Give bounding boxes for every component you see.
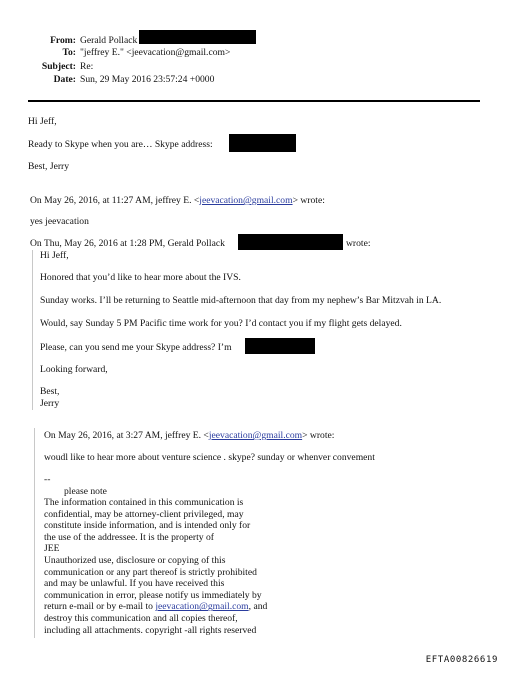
quote3-intro-pre: On May 26, 2016, at 3:27 AM, jeffrey E. <	[44, 430, 209, 441]
disclaimer-line: Unauthorized use, disclosure or copying of this	[44, 554, 226, 566]
quote3-email-link[interactable]: jeevacation@gmail.com	[208, 430, 303, 441]
disclaimer-dashes: --	[44, 474, 51, 485]
quote1-email-link[interactable]: jeevacation@gmail.com	[199, 195, 293, 206]
disclaimer-line: constitute inside information, and is intended only for	[44, 520, 251, 532]
disclaimer-email-pre: return e-mail or by e-mail to	[44, 601, 156, 613]
disclaimer-line: JEE	[44, 543, 60, 555]
quote2-intro-post: wrote:	[346, 238, 371, 249]
quote2-intro-pre: On Thu, May 26, 2016 at 1:28 PM, Gerald Pollack	[30, 238, 225, 249]
from-label: From:	[50, 35, 76, 46]
quote3-intro-post: > wrote:	[302, 430, 335, 441]
redaction-quote2-sender	[238, 234, 343, 250]
disclaimer-line: the use of the addressee. It is the property of	[44, 531, 214, 543]
quote2-p5: Looking forward,	[40, 364, 108, 375]
disclaimer-line: confidential, may be attorney-client privileged, may	[44, 508, 244, 520]
signoff: Best, Jerry	[28, 161, 70, 172]
disclaimer-email-line	[44, 601, 344, 613]
quote3-text: woudl like to hear more about venture science . skype? sunday or whenver convement	[44, 452, 375, 463]
skype-line: Ready to Skype when you are… Skype address:	[28, 139, 213, 150]
to-label: To:	[62, 47, 76, 58]
disclaimer-body	[44, 497, 344, 636]
greeting: Hi Jeff,	[28, 116, 57, 127]
quote2-bar	[32, 250, 33, 410]
disclaimer-line: communication or any part thereof is strictly prohibited	[44, 566, 257, 578]
redaction-from	[139, 30, 256, 44]
quote3-intro	[44, 430, 334, 442]
quote2-greeting: Hi Jeff,	[40, 250, 69, 261]
quote2-p4: Please, can you send me your Skype address? I’m	[40, 342, 232, 353]
quote2-p2: Sunday works. I’ll be returning to Seattle mid-afternoon that day from my nephew’s Bar Mitzvah in LA.	[40, 295, 442, 306]
document-id: EFTA00826619	[425, 655, 498, 665]
date-label: Date:	[53, 74, 76, 85]
disclaimer-email-link[interactable]: jeevacation@gmail.com	[155, 601, 249, 613]
quote1-intro-pre: On May 26, 2016, at 11:27 AM, jeffrey E. <	[30, 195, 200, 206]
disclaimer-line: communication in error, please notify us immediately by	[44, 589, 262, 601]
quote2-sign1: Best,	[40, 386, 60, 397]
disclaimer-line: destroy this communication and all copies thereof,	[44, 612, 238, 624]
quote2-p3: Would, say Sunday 5 PM Pacific time work for you? I’d contact you if my flight gets delayed.	[40, 318, 402, 329]
subject-label: Subject:	[41, 61, 76, 72]
disclaimer-line: The information contained in this communication is	[44, 497, 244, 508]
subject-value: Re:	[80, 61, 94, 72]
redaction-skype	[229, 134, 296, 152]
quote1-intro	[30, 195, 325, 207]
to-value: "jeffrey E." <jeevacation@gmail.com>	[80, 47, 231, 58]
disclaimer-line: including all attachments. copyright -all rights reserved	[44, 624, 257, 636]
redaction-quote2-skype	[245, 338, 315, 354]
header-divider	[28, 100, 480, 102]
quote1-intro-post: > wrote:	[292, 195, 325, 206]
disclaimer-line: and may be unlawful. If you have received this	[44, 578, 225, 590]
quote2-p1: Honored that you’d like to hear more about the IVS.	[40, 272, 241, 283]
quote3-bar	[34, 428, 35, 638]
disclaimer-email-post: , and	[248, 601, 268, 613]
date-value: Sun, 29 May 2016 23:57:24 +0000	[80, 74, 215, 85]
quote2-sign2: Jerry	[40, 398, 60, 409]
quote1-text: yes jeevacation	[30, 216, 89, 227]
from-value: Gerald Pollack	[80, 35, 138, 46]
disclaimer-note: please note	[64, 486, 107, 497]
